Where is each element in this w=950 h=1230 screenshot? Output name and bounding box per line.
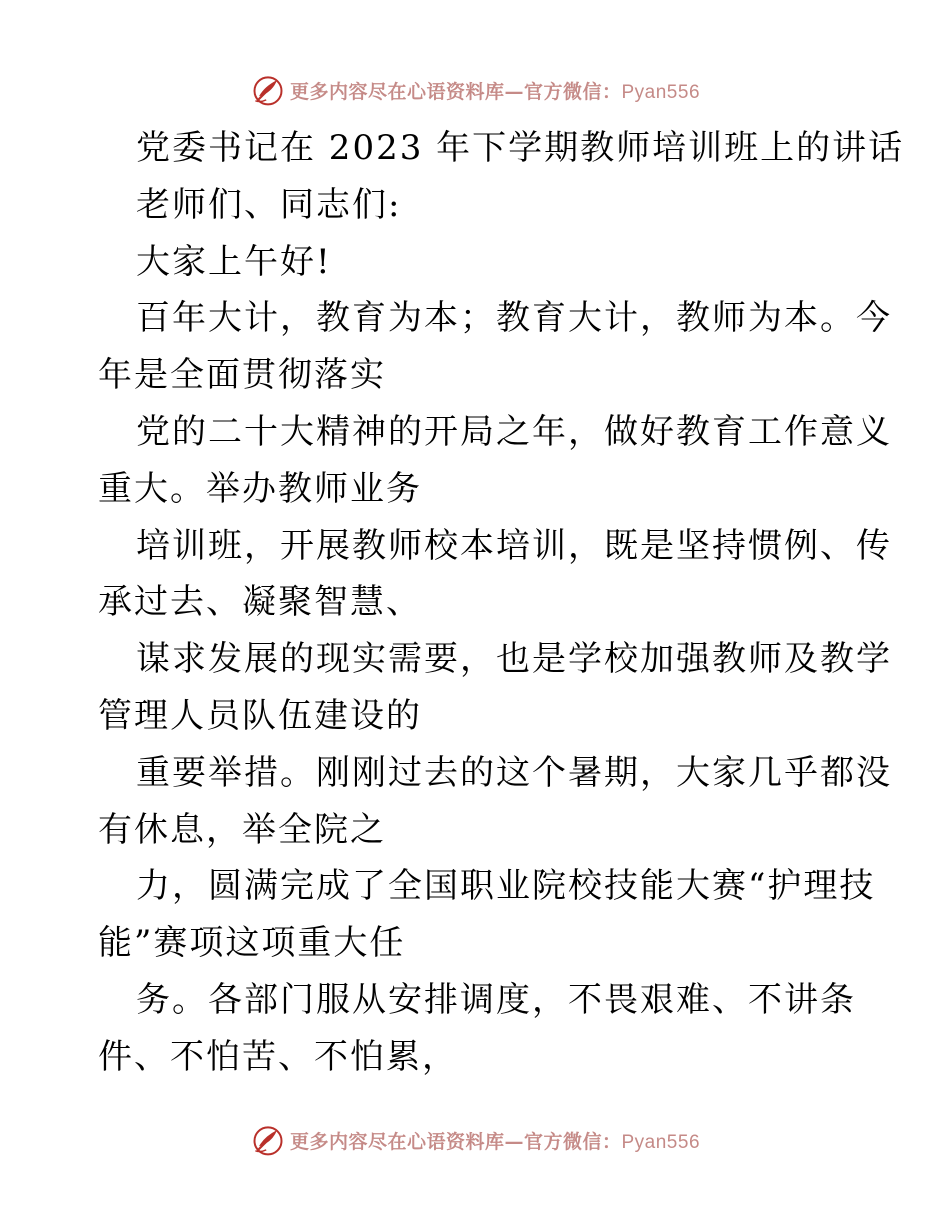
footer-watermark [0,1120,950,1160]
header-watermark-text: 更多内容尽在心语资料库—官方微信：Pyan556 [289,80,701,103]
text-line: 谋求发展的现实需要，也是学校加强教师及教学 [136,639,892,680]
text-line: 培训班，开展教师校本培训，既是坚持惯例、传 [136,525,892,566]
text-line: 党的二十大精神的开局之年，做好教育工作意义 [136,411,892,452]
text-line: 件、不怕苦、不怕累， [98,1036,458,1077]
document-title: 党委书记在 2023 年下学期教师培训班上的讲话 [136,128,905,168]
text-line: 重要举措。刚刚过去的这个暑期，大家几乎都没 [136,752,892,793]
document-body [98,120,905,1086]
text-line: 能”赛项这项重大任 [98,923,406,964]
text-line: 承过去、凝聚智慧、 [98,582,422,623]
footer-watermark-text: 更多内容尽在心语资料库—官方微信：Pyan556 [289,1130,701,1153]
quill-logo-icon [250,72,286,108]
text-line: 大家上午好! [136,241,332,282]
quill-logo-icon [250,1122,286,1158]
text-line: 有休息，举全院之 [98,809,386,850]
text-line: 务。各部门服从安排调度，不畏艰难、不讲条 [136,979,856,1020]
text-line: 力，圆满完成了全国职业院校技能大赛“护理技 [136,866,876,907]
text-line: 管理人员队伍建设的 [98,695,422,736]
text-line: 重大。举办教师业务 [98,468,422,509]
header-watermark [0,70,950,110]
footer-wechat-id: Pyan556 [621,1131,701,1153]
header-wechat-id: Pyan556 [621,81,701,103]
text-line: 百年大计，教育为本；教育大计，教师为本。今 [136,298,892,339]
text-line: 老师们、同志们: [136,184,402,225]
text-line: 年是全面贯彻落实 [98,355,386,396]
